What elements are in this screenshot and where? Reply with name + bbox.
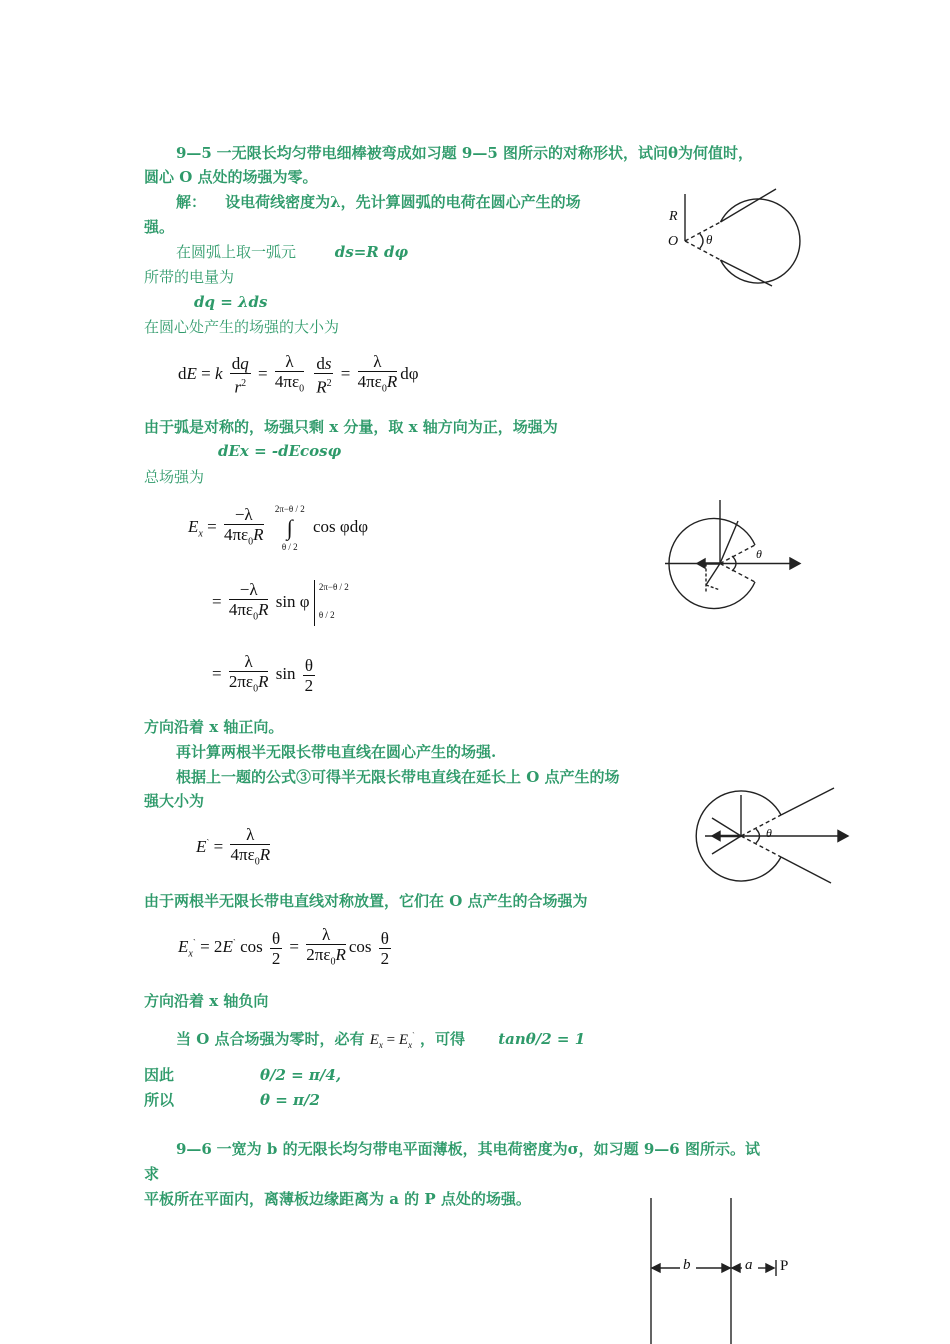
zero-condition-text2: ，可得: [419, 1030, 465, 1048]
problem-9-6-heading: [176, 1138, 760, 1160]
equation-dE: dE = k $\frac{dq}{r^2}$ = $\frac{\lambda}{4\pi\varepsilon_0}$ $\frac{ds}{R^2}$ = $\frac{\lambda}{4\pi\varepsilon_0R}$ dφ: [178, 352, 419, 397]
tan-formula: tanθ/2 = 1: [498, 1030, 586, 1048]
symmetry-text: 由于弧是对称的，场强只剩 x 分量，取 x 轴方向为正，场强为: [144, 418, 558, 436]
arc-text: 在圆弧上取一弧元: [176, 243, 297, 261]
problem-number: 9—6: [176, 1140, 212, 1158]
previous-formula-text: 根据上一题的公式③可得半无限长带电直线在延长上 O 点产生的场: [176, 768, 620, 786]
problem-statement-line2: 圆心 O 点处的场强为零。: [144, 168, 318, 186]
fig1-O-label: O: [668, 234, 679, 249]
negative-direction-text: 方向沿着 x 轴负向: [144, 992, 269, 1010]
equation-sin-eval: = $\frac{-\lambda}{4\pi\varepsilon_0R}$ sin φ 2π−θ / 2 θ / 2: [212, 580, 349, 626]
fig4-a-label: a: [745, 1257, 753, 1273]
arc-element-line: [176, 241, 408, 263]
fig1-theta-label: θ: [706, 232, 713, 247]
arc-formula: ds=R dφ: [334, 243, 409, 261]
field-text: 在圆心处产生的场强的大小为: [144, 318, 340, 336]
fig2-theta-label: θ: [756, 547, 762, 561]
solution-text-line2: 强。: [144, 218, 175, 236]
problem-statement: 一无限长均匀带电细棒被弯成如习题 9—5 图所示的对称形状，试问θ为何值时，: [216, 144, 753, 162]
solution-text: 设电荷线密度为λ，先计算圆弧的电荷在圆心产生的场: [225, 193, 581, 211]
problem-statement-line2: 求: [144, 1165, 160, 1183]
hence-value: θ/2 = π/4,: [260, 1066, 342, 1084]
so-label: 所以: [144, 1091, 175, 1109]
equation-result: = $\frac{\lambda}{2\pi\varepsilon_0R}$ sin $\frac{\theta}{2}$: [212, 652, 314, 695]
recalc-text: 再计算两根半无限长带电直线在圆心产生的场强.: [176, 743, 497, 761]
problem-number: 9—5: [176, 144, 212, 162]
so-value: θ = π/2: [260, 1091, 320, 1109]
charge-text: 所带的电量为: [144, 268, 235, 286]
problem-9-5-heading: [176, 142, 753, 164]
solution-label: 解：: [176, 193, 207, 211]
zero-condition-text: 当 O 点合场强为零时，必有: [176, 1030, 365, 1048]
fig1-R-label: R: [669, 209, 678, 224]
solution-line: [176, 191, 581, 213]
fig4-P-label: P: [780, 1258, 789, 1274]
dEx-formula: dEx = -dEcosφ: [218, 442, 342, 460]
total-field-text: 总场强为: [144, 468, 205, 486]
direction-text: 方向沿着 x 轴正向。: [144, 718, 284, 736]
charge-formula: dq = λds: [194, 293, 268, 311]
fig4-b-label: b: [683, 1257, 691, 1273]
zero-condition-line: [176, 1025, 585, 1056]
equation-E-prime: E` = $\frac{\lambda}{4\pi\varepsilon_0R}$: [196, 825, 271, 868]
equation-Ex-prime: $E_x^` = 2E^`$ cos $\frac{\theta}{2}$ = $\frac{\lambda}{2\pi\varepsilon_0R}$ cos $\frac{\theta}{2}$: [178, 925, 390, 968]
problem-statement-line3: 平板所在平面内，离薄板边缘距离为 a 的 P 点处的场强。: [144, 1190, 531, 1208]
equation-Ex-integral: $E_x$ = $\frac{-\lambda}{4\pi\varepsilon_0R}$ 2π−θ / 2 ∫ θ / 2 cos φdφ: [188, 504, 369, 552]
Ex-equals-Ex-prime: $E_x = E_x^`$: [369, 1031, 415, 1050]
fig3-theta-label: θ: [766, 826, 772, 840]
hence-label: 因此: [144, 1066, 175, 1084]
problem-statement: 一宽为 b 的无限长均匀带电平面薄板，其电荷密度为σ，如习题 9—6 图所示。试: [216, 1140, 760, 1158]
combined-field-text: 由于两根半无限长带电直线对称放置，它们在 O 点产生的合场强为: [144, 892, 588, 910]
previous-formula-text-line2: 强大小为: [144, 792, 205, 810]
